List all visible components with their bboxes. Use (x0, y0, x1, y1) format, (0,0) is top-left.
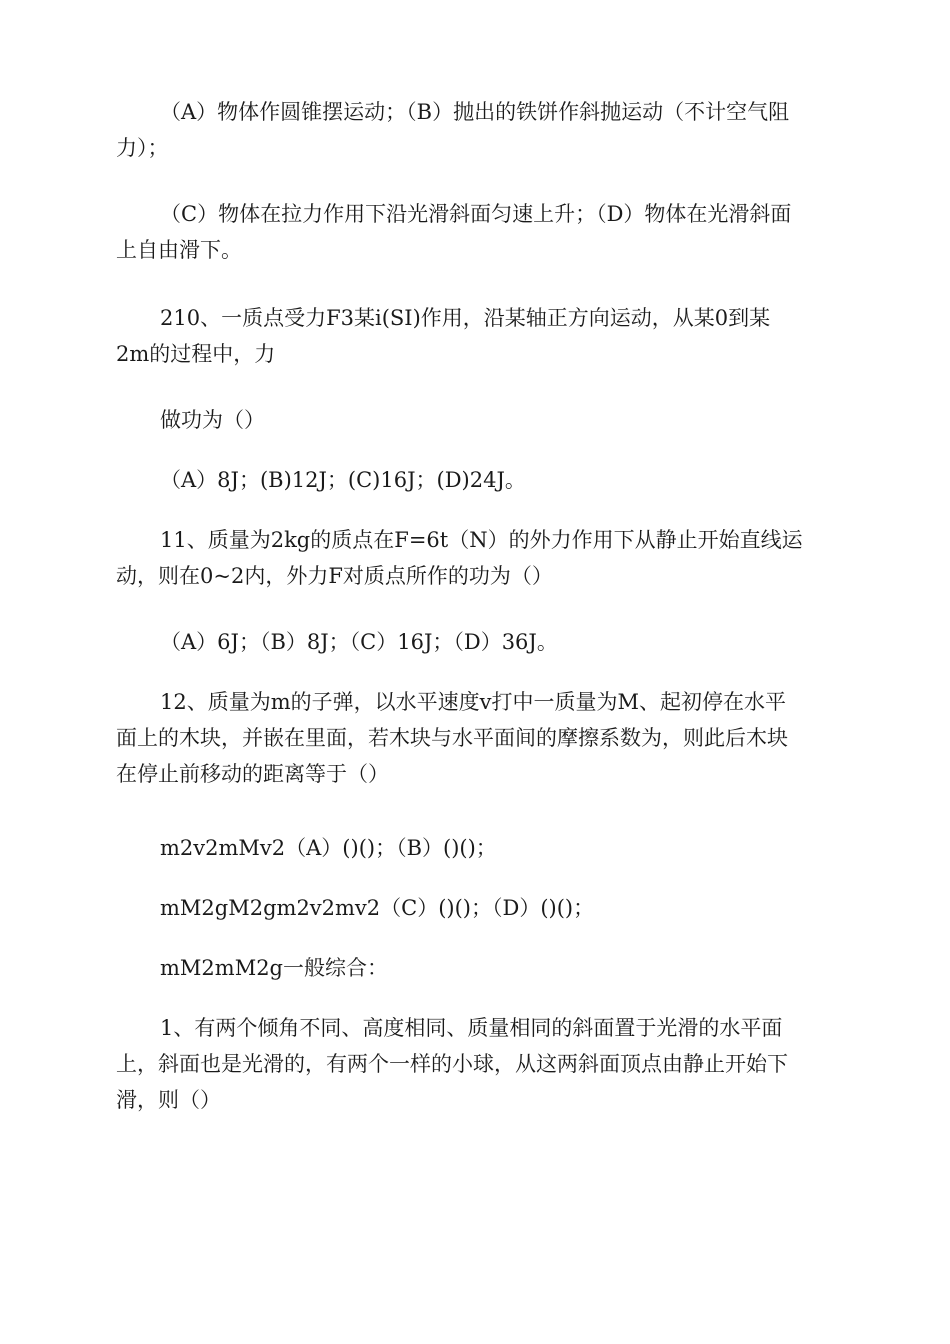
text-line: 做功为（） (160, 408, 265, 432)
section-general-synthesis (116, 950, 836, 986)
text-line: 11、质量为2kg的质点在F=6t（N）的外力作用下从静止开始直线运 (160, 528, 803, 552)
text-line: （A）物体作圆锥摆运动；（B）抛出的铁饼作斜抛运动（不计空气阻 (160, 100, 790, 124)
question-210 (116, 300, 836, 372)
question-12-options-ab (116, 830, 836, 866)
paragraph-options-incline (116, 196, 836, 268)
text-line: mM2gM2gm2v2mv2（C）()()；（D）()()； (160, 896, 595, 920)
question-11 (116, 522, 836, 594)
text-line: 在停止前移动的距离等于（） (116, 762, 389, 786)
text-line: 上，斜面也是光滑的，有两个一样的小球，从这两斜面顶点由静止开始下 (116, 1052, 788, 1076)
text-line: 1、有两个倾角不同、高度相同、质量相同的斜面置于光滑的水平面 (160, 1016, 783, 1040)
text-line: 动，则在0~2内，外力F对质点所作的功为（） (116, 564, 553, 588)
text-line: mM2mM2g一般综合： (160, 956, 388, 980)
text-line: 12、质量为m的子弹，以水平速度v打中一质量为M、起初停在水平 (160, 690, 786, 714)
question-1 (116, 1010, 836, 1118)
text-line: m2v2mMv2（A）()()；（B）()()； (160, 836, 497, 860)
text-line: 上自由滑下。 (116, 238, 242, 262)
text-line: （A）8J；(B)12J；(C)16J；(D)24J。 (160, 468, 526, 492)
text-line: 滑，则（） (116, 1088, 221, 1112)
question-11-options (116, 624, 836, 660)
text-line: 力）； (116, 136, 169, 160)
text-line: 210、一质点受力F3某i(SI)作用，沿某轴正方向运动，从某0到某 (160, 306, 771, 330)
text-line: （C）物体在拉力作用下沿光滑斜面匀速上升；（D）物体在光滑斜面 (160, 202, 792, 226)
question-12 (116, 684, 836, 792)
question-210-continuation (116, 402, 836, 438)
question-210-options (116, 462, 836, 498)
text-line: （A）6J；（B）8J；（C）16J；（D）36J。 (160, 630, 558, 654)
text-line: 2m的过程中，力 (116, 342, 276, 366)
text-line: 面上的木块，并嵌在里面，若木块与水平面间的摩擦系数为，则此后木块 (116, 726, 788, 750)
paragraph-options-circular-motion (116, 94, 836, 166)
question-12-options-cd (116, 890, 836, 926)
